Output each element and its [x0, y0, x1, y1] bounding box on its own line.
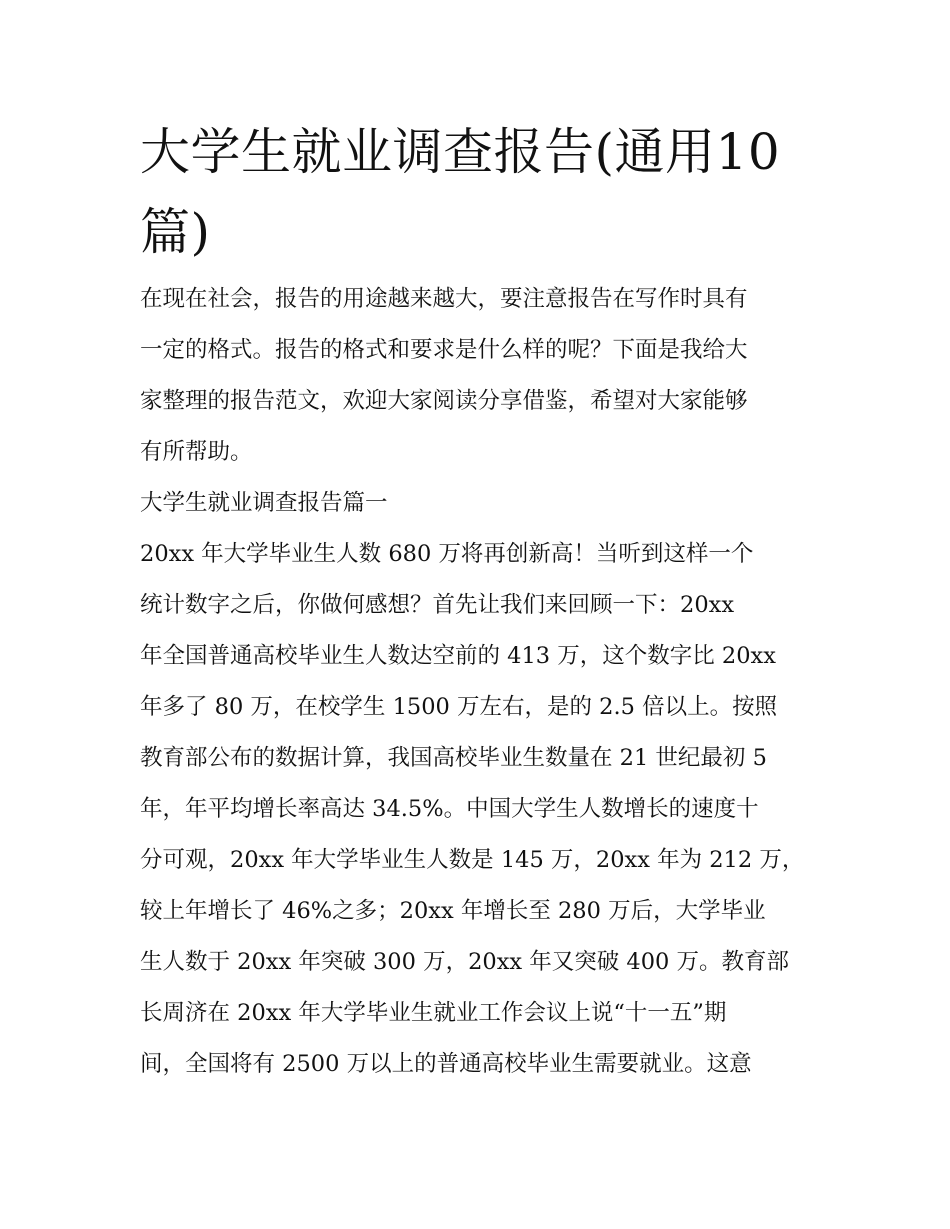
body-line: 20xx 年大学毕业生人数 680 万将再创新高！当听到这样一个 — [140, 541, 754, 567]
intro-line: 有所帮助。 — [140, 439, 253, 465]
body-line: 间，全国将有 2500 万以上的普通高校毕业生需要就业。这意 — [140, 1051, 752, 1077]
body-line: 教育部公布的数据计算，我国高校毕业生数量在 21 世纪最初 5 — [140, 745, 767, 771]
intro-line: 在现在社会，报告的用途越来越大，要注意报告在写作时具有 — [140, 286, 748, 312]
body-paragraph — [140, 529, 830, 1090]
body-line: 年全国普通高校毕业生人数达空前的 413 万，这个数字比 20xx — [140, 643, 776, 669]
intro-line: 一定的格式。报告的格式和要求是什么样的呢？下面是我给大 — [140, 337, 748, 363]
body-line: 年多了 80 万，在校学生 1500 万左右，是的 2.5 倍以上。按照 — [140, 694, 778, 720]
body-line: 分可观，20xx 年大学毕业生人数是 145 万，20xx 年为 212 万， — [140, 847, 805, 873]
document-title — [140, 112, 820, 272]
body-line: 统计数字之后，你做何感想？首先让我们来回顾一下：20xx — [140, 592, 735, 618]
section-heading — [140, 478, 830, 529]
intro-paragraph — [140, 274, 830, 478]
body-line: 年，年平均增长率高达 34.5%。中国大学生人数增长的速度十 — [140, 796, 759, 822]
section-heading-text: 大学生就业调查报告篇一 — [140, 490, 388, 516]
body-line: 生人数于 20xx 年突破 300 万，20xx 年又突破 400 万。教育部 — [140, 949, 789, 975]
title-line-1: 大学生就业调查报告(通用10 — [140, 123, 781, 181]
body-line: 较上年增长了 46%之多；20xx 年增长至 280 万后，大学毕业 — [140, 898, 766, 924]
title-line-2: 篇) — [140, 203, 211, 261]
intro-line: 家整理的报告范文，欢迎大家阅读分享借鉴，希望对大家能够 — [140, 388, 748, 414]
body-line: 长周济在 20xx 年大学毕业生就业工作会议上说“十一五”期 — [140, 1000, 727, 1026]
